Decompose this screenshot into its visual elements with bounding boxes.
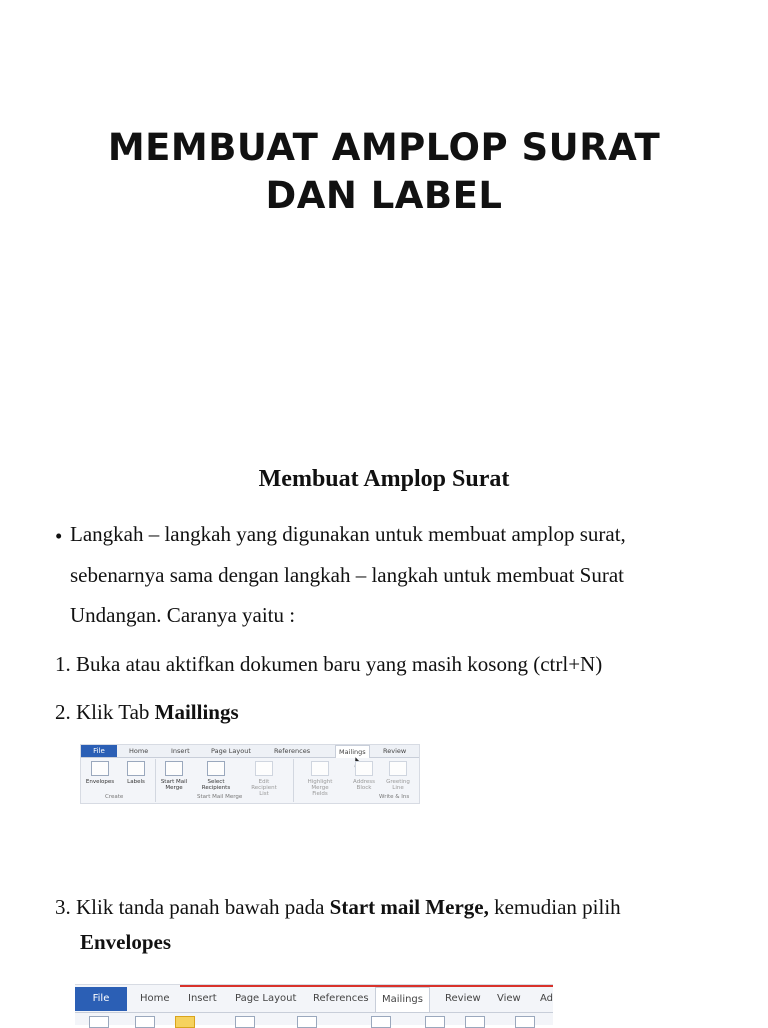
bullet-marker: • — [55, 524, 63, 548]
tab-file[interactable]: File — [75, 987, 127, 1011]
group-write-insert-label: Write & Ins — [379, 794, 410, 800]
labels-button[interactable] — [119, 761, 153, 785]
ribbon-screenshot-mailings — [80, 744, 420, 804]
greeting-line-label: Greeting Line — [386, 779, 410, 791]
labels-icon — [127, 761, 145, 776]
start-mail-merge-icon[interactable] — [175, 1016, 195, 1028]
edit-list-icon — [255, 761, 273, 776]
ribbon-separator — [293, 759, 294, 802]
greeting-line-icon[interactable] — [465, 1016, 485, 1028]
edit-list-icon[interactable] — [297, 1016, 317, 1028]
tab-add-ins[interactable]: Ad — [540, 993, 554, 1004]
ribbon-tabs — [81, 745, 419, 758]
envelopes-label: Envelopes — [85, 779, 115, 785]
group-create-label: Create — [105, 794, 124, 800]
bullet-line-2: sebenarnya sama dengan langkah – langkah untuk membuat Surat — [70, 563, 624, 587]
edit-recipient-list-label: Edit Recipient List — [251, 779, 277, 797]
ribbon-separator — [155, 759, 156, 802]
group-start-mail-merge-label: Start Mail Merge — [197, 794, 243, 800]
tab-mailings[interactable]: Mailings — [375, 987, 430, 1012]
tab-page-layout[interactable]: Page Layout — [235, 993, 297, 1004]
section-heading: Membuat Amplop Surat — [258, 466, 510, 492]
tab-mailings[interactable]: Mailings — [335, 745, 370, 758]
step-2-text: 2. Klik Tab — [55, 700, 155, 724]
tab-page-layout[interactable]: Page Layout — [211, 747, 251, 755]
tab-references[interactable]: References — [313, 993, 369, 1004]
main-title-line2: DAN LABEL — [265, 174, 503, 217]
tab-file[interactable]: File — [81, 745, 117, 757]
recipients-icon — [207, 761, 225, 776]
highlight-icon — [311, 761, 329, 776]
step-3-bold: Start mail Merge, — [329, 895, 489, 919]
tab-review[interactable]: Review — [383, 747, 407, 755]
step-3-envelopes: Envelopes — [80, 930, 172, 954]
envelope-icon[interactable] — [89, 1016, 109, 1028]
highlight-merge-fields-label: Highlight Merge Fields — [307, 779, 333, 797]
step-3 — [55, 895, 621, 920]
tab-insert[interactable]: Insert — [188, 993, 217, 1004]
step-2 — [55, 700, 239, 725]
select-recipients-button[interactable] — [199, 761, 233, 791]
start-mail-merge-label: Start Mail Merge — [160, 779, 188, 791]
step-3-line-2 — [80, 930, 171, 955]
envelope-icon — [91, 761, 109, 776]
tab-home[interactable]: Home — [129, 747, 149, 755]
labels-label: Labels — [127, 779, 145, 785]
step-3-text: 3. Klik tanda panah bawah pada — [55, 895, 330, 919]
tab-review[interactable]: Review — [445, 993, 481, 1004]
bullet-line-1: Langkah – langkah yang digunakan untuk membuat amplop surat, — [70, 522, 626, 546]
insert-field-icon[interactable] — [515, 1016, 535, 1028]
content-slide — [0, 440, 768, 1024]
select-recipients-label: Select Recipients — [201, 779, 231, 791]
highlight-merge-fields-button[interactable] — [303, 761, 337, 797]
title-slide — [0, 0, 768, 440]
tab-insert[interactable]: Insert — [171, 747, 190, 755]
edit-recipient-list-button[interactable] — [247, 761, 281, 797]
highlight-icon[interactable] — [371, 1016, 391, 1028]
bullet-line-3: Undangan. Caranya yaitu : — [70, 603, 296, 627]
envelopes-button[interactable] — [83, 761, 117, 785]
step-1: 1. Buka atau aktifkan dokumen baru yang masih kosong (ctrl+N) — [55, 652, 603, 676]
greeting-line-icon — [389, 761, 407, 776]
ribbon-screenshot-start-mail-merge — [75, 984, 553, 1025]
tab-home[interactable]: Home — [140, 993, 170, 1004]
address-block-label: Address Block — [353, 779, 375, 791]
main-title-line1: MEMBUAT AMPLOP SURAT — [107, 126, 661, 169]
address-block-button[interactable] — [347, 761, 381, 791]
main-title — [0, 124, 768, 220]
step-3-suffix: kemudian pilih — [488, 895, 621, 919]
start-mail-merge-button[interactable] — [157, 761, 191, 791]
tab-view[interactable]: View — [497, 993, 521, 1004]
greeting-line-button[interactable] — [381, 761, 415, 791]
labels-icon[interactable] — [135, 1016, 155, 1028]
mail-merge-icon — [165, 761, 183, 776]
address-block-icon[interactable] — [425, 1016, 445, 1028]
tab-references[interactable]: References — [274, 747, 311, 755]
step-2-bold: Maillings — [154, 700, 239, 724]
recipients-icon[interactable] — [235, 1016, 255, 1028]
address-block-icon — [355, 761, 373, 776]
